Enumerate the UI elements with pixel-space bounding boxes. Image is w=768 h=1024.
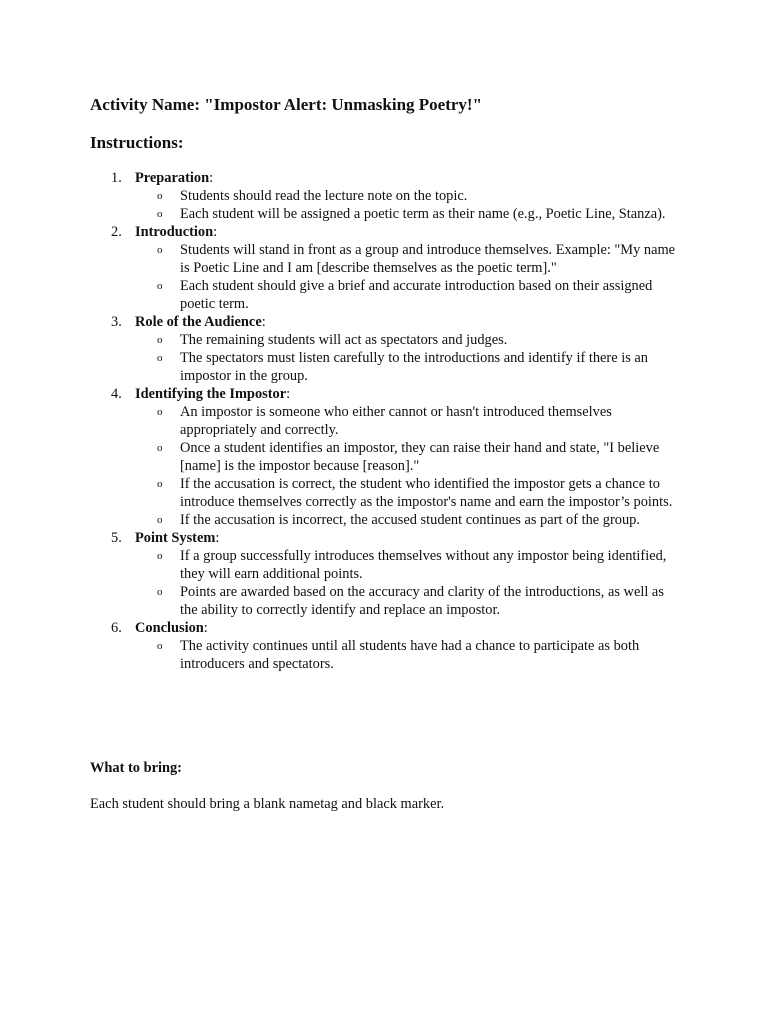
list-item: [135, 403, 680, 439]
step-role-of-audience: [90, 313, 690, 385]
list-item: [135, 241, 680, 277]
bullet-text: If the accusation is correct, the student who identified the impostor gets a chance to introduce themselves correctly as the impostor's name and earn the impostor’s points.: [180, 476, 673, 510]
bullet-icon: o: [157, 352, 163, 364]
bullet-text: The activity continues until all students have had a chance to participate as both introducers and spectators.: [180, 638, 640, 672]
step-identifying-impostor: [90, 385, 690, 529]
bullet-icon: o: [157, 190, 163, 202]
bullet-icon: o: [157, 334, 163, 346]
activity-title: Activity Name: "Impostor Alert: Unmasking Poetry!": [90, 95, 483, 114]
bullet-list: [135, 547, 690, 619]
list-item: [135, 511, 680, 529]
bullet-text: An impostor is someone who either cannot or hasn't introduced themselves appropriately and correctly.: [180, 404, 612, 438]
what-to-bring-heading: What to bring:: [90, 760, 182, 776]
list-item: [135, 439, 680, 475]
step-suffix: :: [213, 224, 218, 240]
list-item: [135, 475, 680, 511]
list-item: [135, 349, 680, 385]
list-item: [135, 637, 680, 673]
step-number: 1.: [111, 170, 122, 186]
step-label: Preparation: [135, 170, 210, 186]
bullet-list: [135, 331, 690, 385]
bullet-icon: o: [157, 442, 163, 454]
step-label: Point System: [135, 530, 216, 546]
bullet-icon: o: [157, 244, 163, 256]
bullet-text: Students will stand in front as a group and introduce themselves. Example: "My name is Poetic Line and I am [describe themselves as the poetic term].": [180, 242, 676, 276]
bullet-list: [135, 637, 690, 673]
bullet-list: [135, 241, 690, 313]
list-item: [135, 277, 680, 313]
step-conclusion: [90, 619, 690, 673]
instructions-heading: Instructions:: [90, 133, 184, 152]
bullet-text: If a group successfully introduces themselves without any impostor being identified, they will earn additional points.: [180, 548, 667, 582]
bullet-icon: o: [157, 550, 163, 562]
step-point-system: [90, 529, 690, 619]
step-label: Introduction: [135, 224, 214, 240]
list-item: [135, 583, 680, 619]
bullet-text: The spectators must listen carefully to the introductions and identify if there is an impostor in the group.: [180, 350, 648, 384]
bullet-icon: o: [157, 586, 163, 598]
what-to-bring-text: Each student should bring a blank nametag and black marker.: [90, 796, 445, 812]
list-item: [135, 187, 680, 205]
step-preparation: [90, 169, 690, 223]
step-suffix: :: [203, 620, 208, 636]
bullet-icon: o: [157, 640, 163, 652]
step-introduction: [90, 223, 690, 313]
bullet-icon: o: [157, 406, 163, 418]
step-number: 4.: [111, 386, 122, 402]
instruction-steps: [90, 169, 690, 673]
list-item: [135, 547, 680, 583]
bullet-icon: o: [157, 208, 163, 220]
bullet-text: Points are awarded based on the accuracy and clarity of the introductions, as well as the ability to correctly identify and replace an impostor.: [180, 584, 664, 618]
step-number: 5.: [111, 530, 122, 546]
bullet-text: Each student should give a brief and accurate introduction based on their assigned poetic term.: [180, 278, 653, 312]
step-label: Identifying the Impostor: [135, 386, 287, 402]
bullet-icon: o: [157, 478, 163, 490]
bullet-icon: o: [157, 514, 163, 526]
step-suffix: :: [209, 170, 214, 186]
bullet-text: If the accusation is incorrect, the accused student continues as part of the group.: [180, 512, 640, 528]
step-number: 6.: [111, 620, 122, 636]
list-item: [135, 331, 680, 349]
bullet-icon: o: [157, 280, 163, 292]
bullet-text: Each student will be assigned a poetic term as their name (e.g., Poetic Line, Stanza).: [180, 206, 666, 222]
bullet-text: Once a student identifies an impostor, they can raise their hand and state, "I believe [name] is the impostor because [reason].": [180, 440, 660, 474]
bullet-list: [135, 187, 690, 223]
step-number: 3.: [111, 314, 122, 330]
step-label: Role of the Audience: [135, 314, 262, 330]
step-suffix: :: [286, 386, 291, 402]
step-suffix: :: [215, 530, 220, 546]
step-label: Conclusion: [135, 620, 204, 636]
bullet-text: Students should read the lecture note on the topic.: [180, 188, 468, 204]
list-item: [135, 205, 680, 223]
bullet-list: [135, 403, 690, 529]
bullet-text: The remaining students will act as spectators and judges.: [180, 332, 508, 348]
step-number: 2.: [111, 224, 122, 240]
step-suffix: :: [261, 314, 266, 330]
